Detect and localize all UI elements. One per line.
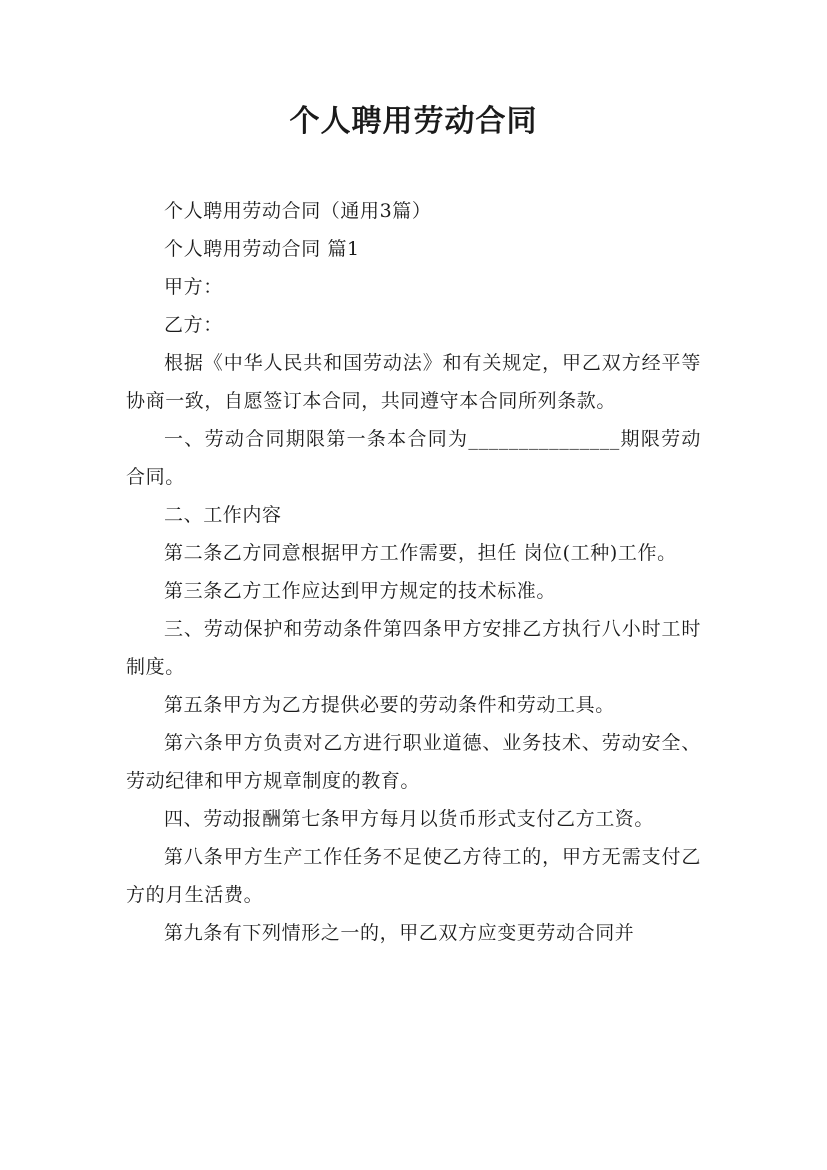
document-body [126, 192, 701, 952]
paragraph: 二、工作内容 [164, 504, 282, 526]
paragraph: 第六条甲方负责对乙方进行职业道德、业务技术、劳动安全、劳动纪律和甲方规章制度的教育。 [126, 732, 701, 792]
paragraph: 三、劳动保护和劳动条件第四条甲方安排乙方执行八小时工时制度。 [126, 618, 701, 678]
paragraph: 第九条有下列情形之一的，甲乙双方应变更劳动合同并 [164, 922, 635, 944]
paragraph: 第八条甲方生产工作任务不足使乙方待工的，甲方无需支付乙方的月生活费。 [126, 846, 701, 906]
paragraph-party-b: 乙方： [164, 314, 223, 336]
paragraph: 第三条乙方工作应达到甲方规定的技术标准。 [164, 580, 557, 602]
paragraph: 根据《中华人民共和国劳动法》和有关规定，甲乙双方经平等协商一致，自愿签订本合同，共同遵守本合同所列条款。 [126, 352, 701, 412]
paragraph-subheading: 个人聘用劳动合同 篇1 [164, 238, 360, 260]
paragraph: 第二条乙方同意根据甲方工作需要，担任 岗位(工种)工作。 [164, 542, 677, 564]
paragraph-party-a: 甲方： [164, 276, 223, 298]
paragraph-heading: 个人聘用劳动合同（通用3篇） [164, 200, 432, 222]
paragraph: 四、劳动报酬第七条甲方每月以货币形式支付乙方工资。 [164, 808, 655, 830]
paragraph: 一、劳动合同期限第一条本合同为_______________期限劳动合同。 [126, 428, 701, 488]
document-title: 个人聘用劳动合同 [289, 104, 538, 139]
paragraph: 第五条甲方为乙方提供必要的劳动条件和劳动工具。 [164, 694, 615, 716]
